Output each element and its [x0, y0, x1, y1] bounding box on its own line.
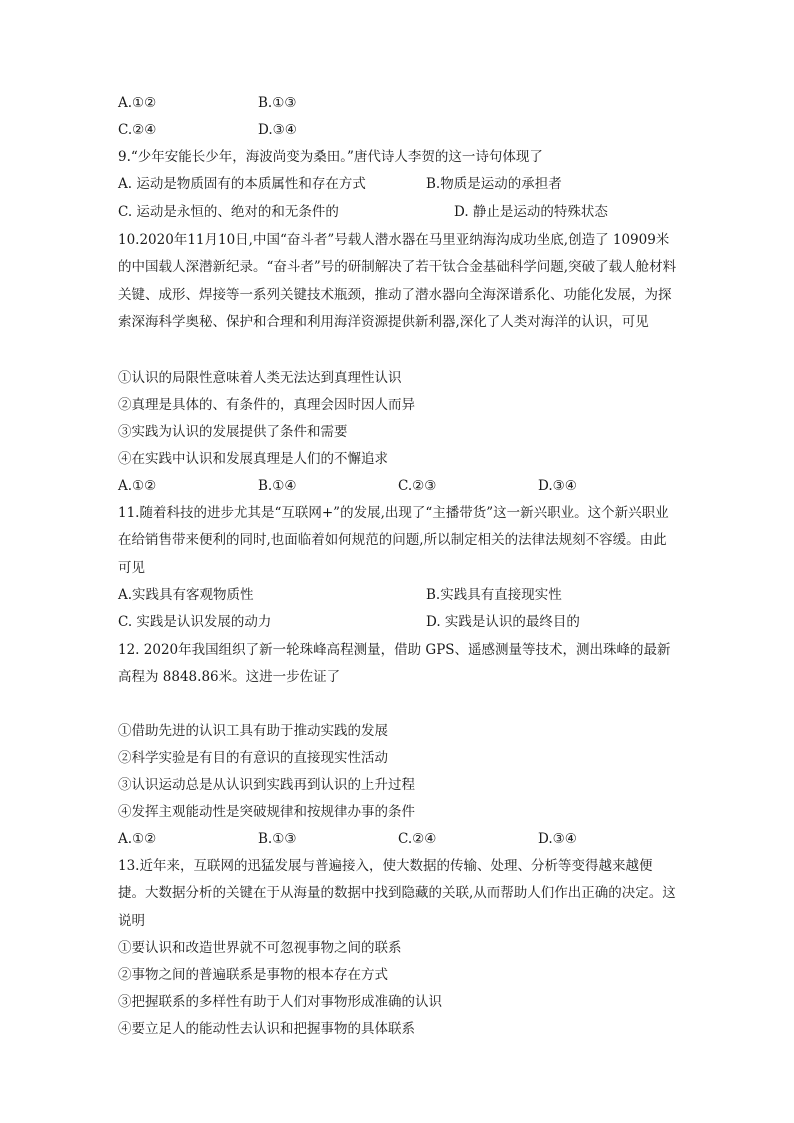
q11-option-a: A.实践具有客观物质性: [118, 587, 254, 603]
q12-option-c: C.②④: [398, 831, 437, 847]
q8-options-row-1: [118, 90, 678, 117]
q11-option-d: D. 实践是认识的最终目的: [426, 614, 580, 630]
q10-item-1: ①认识的局限性意味着人类无法达到真理性认识: [118, 370, 402, 386]
q8-option-c: C.②④: [118, 122, 157, 138]
q11-option-b: B.实践具有直接现实性: [426, 587, 562, 603]
q13-stem: 13.近年来，互联网的迅猛发展与普遍接入，使大数据的传输、处理、分析等变得越来越便捷。大数据分析的关键在于从海量的数据中找到隐藏的关联,从而帮助人们作出正确的决定。这说明: [118, 858, 676, 929]
q13-item-4: ④要立足人的能动性去认识和把握事物的具体联系: [118, 1021, 415, 1037]
q11-option-c: C. 实践是认识发展的动力: [118, 614, 272, 630]
q12-stem: 12. 2020年我国组织了新一轮珠峰高程测量，借助 GPS、遥感测量等技术，测出珠峰的最新高程为 8848.86米。这进一步佐证了: [118, 642, 671, 686]
q11-options-row-1: [118, 582, 678, 609]
q10-option-a: A.①②: [118, 478, 157, 494]
q9-option-c: C. 运动是永恒的、绝对的和无条件的: [118, 204, 339, 220]
q12-item-1: ①借助先进的认识工具有助于推动实践的发展: [118, 723, 388, 739]
q11-stem: 11.随着科技的进步尤其是“互联网+”的发展,出现了“主播带货”这一新兴职业。这个新兴职业在给销售带来便利的同时,也面临着如何规范的问题,所以制定相关的法律法规刻不容缓。由此可见: [118, 505, 669, 576]
q13-item-2: ②事物之间的普遍联系是事物的根本存在方式: [118, 967, 388, 983]
q12-option-b: B.①③: [258, 831, 297, 847]
q13-item-1: ①要认识和改造世界就不可忽视事物之间的联系: [118, 940, 402, 956]
q8-option-d: D.③④: [258, 122, 297, 138]
q12-item-2: ②科学实验是有目的有意识的直接现实性活动: [118, 750, 388, 766]
q12-option-d: D.③④: [538, 831, 577, 847]
q9-option-d: D. 静止是运动的特殊状态: [454, 204, 608, 220]
q13-item-3: ③把握联系的多样性有助于人们对事物形成准确的认识: [118, 994, 442, 1010]
q9-option-a: A. 运动是物质固有的本质属性和存在方式: [118, 176, 366, 192]
q10-option-b: B.①④: [258, 478, 297, 494]
q11-options-row-2: [118, 609, 678, 636]
q10-item-4: ④在实践中认识和发展真理是人们的不懈追求: [118, 451, 388, 467]
q8-option-a: A.①②: [118, 95, 157, 111]
q10-item-2: ②真理是具体的、有条件的，真理会因时因人而异: [118, 397, 415, 413]
q12-options: [118, 826, 678, 853]
q12-option-a: A.①②: [118, 831, 157, 847]
q10-option-c: C.②③: [398, 478, 437, 494]
q9-options-row-1: [118, 171, 678, 198]
q12-item-3: ③认识运动总是从认识到实践再到认识的上升过程: [118, 777, 415, 793]
q8-option-b: B.①③: [258, 95, 297, 111]
q10-item-3: ③实践为认识的发展提供了条件和需要: [118, 424, 348, 440]
q10-stem: 10.2020年11月10日,中国“奋斗者”号载人潜水器在马里亚纳海沟成功坐底,创造了 10909米的中国载人深潜新纪录。“奋斗者”号的研制解决了若干钛合金基础科学问题,突破了载人舱材料关键、成形、焊接等一系列关键技术瓶颈，推动了潜水器向全海深谱系化、功能化发展，为探索深海科学奥秘、保护和合理和利用海洋资源提供新利器,深化了人类对海洋的认识，可见: [118, 232, 677, 331]
q12-item-4: ④发挥主观能动性是突破规律和按规律办事的条件: [118, 804, 415, 820]
q8-options-row-2: [118, 117, 678, 144]
q10-option-d: D.③④: [538, 478, 577, 494]
q9-options-row-2: [118, 199, 678, 226]
q10-options: [118, 473, 678, 500]
q9-stem: 9.“少年安能长少年，海波尚变为桑田。”唐代诗人李贺的这一诗句体现了: [118, 149, 543, 165]
q9-option-b: B.物质是运动的承担者: [426, 176, 562, 192]
